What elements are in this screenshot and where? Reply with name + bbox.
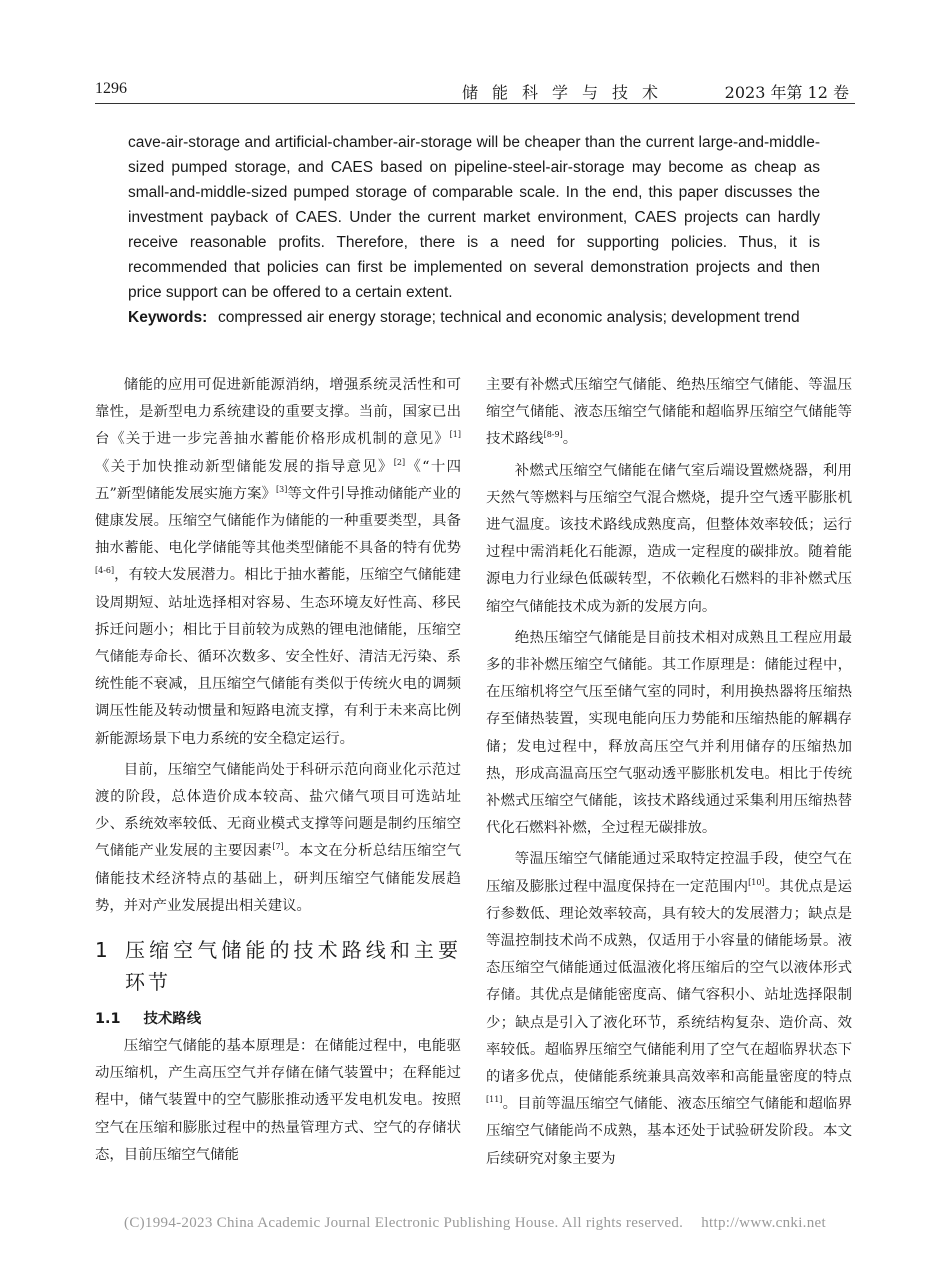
citation[interactable]: [7]	[272, 842, 284, 852]
citation[interactable]: [2]	[393, 457, 406, 467]
subsection-number: 1.1	[95, 1011, 121, 1028]
copyright-notice: (C)1994-2023 China Academic Journal Electronic Publishing House. All rights reserved.	[124, 1215, 684, 1231]
page-number: 1296	[95, 80, 127, 97]
subsection-title: 技术路线	[143, 1011, 202, 1028]
citation[interactable]: [1]	[449, 430, 461, 440]
paragraph: 压缩空气储能的基本原理是：在储能过程中，电能驱动压缩机，产生高压空气并存储在储气装置中；在释能过程中，储气装置中的空气膨胀推动透平发电机发电。按照空气在压缩和膨胀过程中的热量管理方式、空气的存储状态，目前压缩空气储能	[95, 1038, 461, 1163]
paragraph: 补燃式压缩空气储能在储气室后端设置燃烧器，利用天然气等燃料与压缩空气混合燃烧，提升空气透平膨胀机进气温度。该技术路线成熟度高，但整体效率较低；运行过程中需消耗化石能源，造成一定程度的碳排放。随着能源电力行业绿色低碳转型，不依赖化石燃料的非补燃式压缩空气储能技术成为新的发展方向。	[486, 462, 852, 615]
header-rule	[95, 103, 855, 104]
keywords-label: Keywords:	[128, 309, 208, 326]
section-number: 1	[95, 938, 111, 963]
cnki-footer	[0, 1215, 950, 1232]
section-title: 压缩空气储能的技术路线和主要环节	[125, 938, 461, 995]
abstract-text: cave-air-storage and artificial-chamber-air-storage will be cheaper than the current large-and-middle-sized pumped storage, and CAES based on pipeline-steel-air-storage may become as cheap as small-and-middle-sized pumped storage of comparable scale. In the end, this paper discusses the investment payback of CAES. Under the current market environment, CAES projects can hardly receive reasonable profits. Therefore, there is a need for supporting policies. Thus, it is recommended that policies can first be implemented on several demonstration projects and then price support can be offered to a certain extent.	[128, 134, 820, 301]
section-heading	[95, 934, 461, 998]
paragraph: 等温压缩空气储能通过采取特定控温手段，使空气在压缩及膨胀过程中温度保持在一定范围内[10]。其优点是运行参数低、理论效率较高，具有较大的发展潜力；缺点是等温控制技术尚不成熟，仅适用于小容量的储能场景。液态压缩空气储能通过低温液化将压缩后的空气以液体形式存储。其优点是储能密度高、储气容积小、站址选择限制少；缺点是引入了液化环节，系统结构复杂、造价高、效率较低。超临界压缩空气储能利用了空气在超临界状态下的诸多优点，使储能系统兼具高效率和高能量密度的特点[11]。目前等温压缩空气储能、液态压缩空气储能和超临界压缩空气储能尚不成熟，基本还处于试验研发阶段。本文后续研究对象主要为	[486, 851, 852, 1167]
citation[interactable]: [3]	[276, 485, 288, 495]
citation[interactable]: [10]	[748, 877, 765, 887]
subsection-heading	[95, 1006, 461, 1033]
right-column	[486, 372, 852, 1173]
citation[interactable]: [4-6]	[95, 566, 115, 576]
english-abstract	[128, 130, 820, 305]
volume-info: 2023 年第 12 卷	[724, 83, 849, 102]
paragraph: 储能的应用可促进新能源消纳，增强系统灵活性和可靠性，是新型电力系统建设的重要支撑。当前，国家已出台《关于进一步完善抽水蓄能价格形成机制的意见》[1]《关于加快推动新型储能发展的指导意见》[2]《“十四五”新型储能发展实施方案》[3]等文件引导推动储能产业的健康发展。压缩空气储能作为储能的一种重要类型，具备抽水蓄能、电化学储能等其他类型储能不具备的特有优势[4-6]，有较大发展潜力。相比于抽水蓄能，压缩空气储能建设周期短、站址选择相对容易、生态环境友好性高、移民拆迁问题小；相比于目前较为成熟的锂电池储能，压缩空气储能寿命长、循环次数多、安全性好、清洁无污染、系统性能不衰减，且压缩空气储能有类似于传统火电的调频调压性能及转动惯量和短路电流支撑，有利于未来高比例新能源场景下电力系统的安全稳定运行。	[95, 377, 461, 747]
paragraph: 绝热压缩空气储能是目前技术相对成熟且工程应用最多的非补燃压缩空气储能。其工作原理是：储能过程中，在压缩机将空气压至储气室的同时，利用换热器将压缩热存至储热装置，实现电能向压力势能和压缩热能的解耦存储；发电过程中，释放高压空气并利用储存的压缩热加热，形成高温高压空气驱动透平膨胀机发电。相比于传统补燃式压缩空气储能，该技术路线通过采集利用压缩热替代化石燃料补燃，全过程无碳排放。	[486, 629, 852, 837]
paragraph: 目前，压缩空气储能尚处于科研示范向商业化示范过渡的阶段，总体造价成本较高、盐穴储气项目可选站址少、系统效率较低、无商业模式支撑等问题是制约压缩空气储能产业发展的主要因素[7]。本文在分析总结压缩空气储能技术经济特点的基础上，研判压缩空气储能发展趋势，并对产业发展提出相关建议。	[95, 761, 461, 914]
paragraph: 主要有补燃式压缩空气储能、绝热压缩空气储能、等温压缩空气储能、液态压缩空气储能和超临界压缩空气储能等技术路线[8-9]。	[486, 377, 852, 448]
journal-title: 储能科学与技术	[462, 83, 673, 102]
keywords-text: compressed air energy storage; technical and economic analysis; development trend	[218, 309, 800, 326]
left-column	[95, 372, 461, 1169]
citation[interactable]: [8-9]	[543, 430, 563, 440]
citation[interactable]: [11]	[486, 1095, 503, 1105]
cnki-link[interactable]: http://www.cnki.net	[701, 1215, 826, 1231]
